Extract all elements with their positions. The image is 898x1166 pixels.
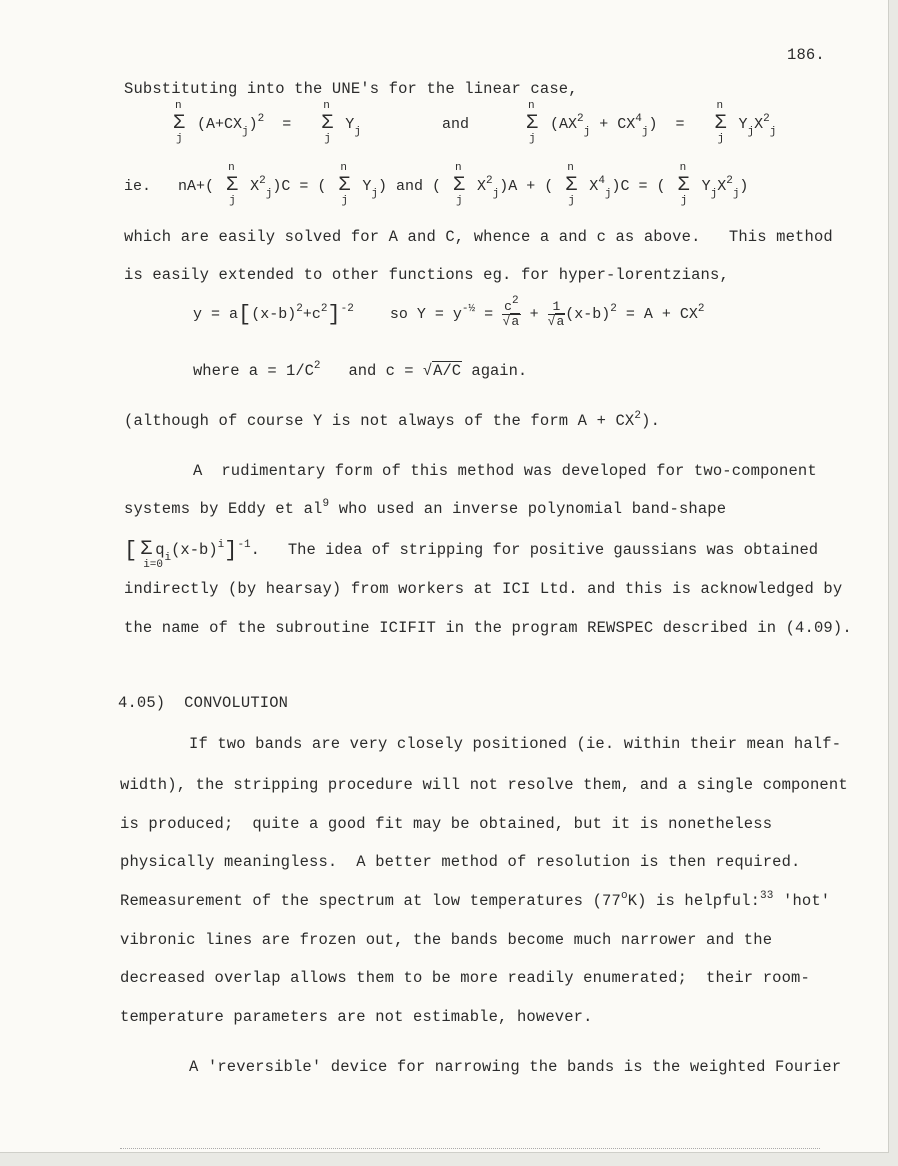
section-heading xyxy=(118,694,288,712)
where-line: where $a = 1/C^2$ and c = √A/C again. xyxy=(193,360,528,380)
equation-ie: ie. nA+( Σ n j $X^2_j)C$ = ( Σ n j $Y_j$) and ( Σ n j $X^2_j)A$ + ( Σ n j $X^4_j)C$ = ( Σ n j $Y_jX^2_j$) xyxy=(124,162,749,207)
text-span: systems by Eddy et al xyxy=(124,500,323,518)
text-line xyxy=(124,500,726,518)
eq2-y: Y xyxy=(362,178,372,195)
equation-normal-linear: Σ n j $(A+CX_j)^2 = \Sigma$ n j $Y_j$ and Σ n j $(AX^2_j + CX^4_j) = \Sigma$ n j $Y_jX^2_j$ xyxy=(172,100,777,145)
eq3-sqrt-a: a xyxy=(511,313,520,329)
eq3-eq: = xyxy=(484,306,494,324)
scan-edge-line xyxy=(120,1148,820,1149)
eq3-xb: (x-b) xyxy=(565,306,611,324)
eq1-lhs: (A+CX xyxy=(197,116,243,133)
degree-superscript: o xyxy=(620,890,628,902)
text-line: vibronic lines are frozen out, the bands become much narrower and the xyxy=(120,931,773,949)
eq3-so: so Y = y xyxy=(389,306,462,324)
text-span: who used an inverse polynomial band-shape xyxy=(329,500,727,518)
text-span: q xyxy=(155,541,165,559)
text-line: is easily extended to other functions eg. for hyper-lorentzians, xyxy=(124,266,729,284)
where-sqrt: A/C xyxy=(433,362,462,380)
where-a: where a = 1/C xyxy=(193,362,314,380)
text-line: the name of the subroutine ICIFIT in the program REWSPEC described in (4.09). xyxy=(124,619,852,637)
eq2-part2b: )A + ( xyxy=(499,178,554,195)
fraction: $\frac{1}{√a}$ xyxy=(547,299,565,329)
sum-symbol: Σ n j xyxy=(677,162,690,207)
eq2-and: and xyxy=(396,178,424,195)
text-span: 'hot' xyxy=(773,892,831,910)
text-line: A 'reversible' device for narrowing the bands is the weighted Fourier xyxy=(189,1058,842,1076)
text-line: temperature parameters are not estimable, however. xyxy=(120,1008,593,1026)
section-title: CONVOLUTION xyxy=(184,694,289,712)
where-and-c: and c = xyxy=(348,362,414,380)
where-again: again. xyxy=(471,362,528,380)
eq1-lhs2b: + CX xyxy=(590,116,636,133)
eq3-plusc: +c xyxy=(302,306,321,324)
eq1-and: and xyxy=(441,116,469,133)
sum-symbol: Σ i=0 xyxy=(140,538,164,571)
text-line: width), the stripping procedure will not resolve them, and a single component xyxy=(120,776,848,794)
eq3-one: 1 xyxy=(548,300,566,315)
sum-symbol: Σ n j xyxy=(172,100,185,145)
text-line: indirectly (by hearsay) from workers at ICI Ltd. and this is acknowledged by xyxy=(124,580,843,598)
sum-symbol: Σ n j xyxy=(565,162,578,207)
eq3-plus: + xyxy=(529,306,539,324)
reference-superscript: 33 xyxy=(760,890,774,902)
text-span: K) is helpful: xyxy=(627,892,761,910)
sum-symbol: Σ n j xyxy=(321,100,334,145)
eq2-x: X xyxy=(250,178,260,195)
text-span: Remeasurement of the spectrum at low temperatures (77 xyxy=(120,892,621,910)
although-text: (although of course Y is not always of the form A + CX xyxy=(124,412,635,430)
sum-symbol: Σ n j xyxy=(226,162,239,207)
text-line: [ Σ i=0 $q_i(x-b)^i]^{-1}$. The idea of stripping for positive gaussians was obtained xyxy=(124,538,819,571)
eq2-label: ie. xyxy=(124,178,152,195)
eq1-rhs: Y xyxy=(345,116,355,133)
text-line: physically meaningless. A better method of resolution is then required. xyxy=(120,853,801,871)
text-line: decreased overlap allows them to be more readily enumerated; their room- xyxy=(120,969,810,987)
sum-symbol: Σ n j xyxy=(338,162,351,207)
text-span: (x-b) xyxy=(171,541,218,559)
sum-symbol: Σ n j xyxy=(453,162,466,207)
eq2-part2c: )C = ( xyxy=(611,178,666,195)
text-line xyxy=(120,892,830,910)
although-line: (although of course Y is not always of the form $A + CX^2$). xyxy=(124,410,661,430)
fraction: $\frac{c^2}{√a}$ xyxy=(502,295,520,329)
eq3-sqrt-a: a xyxy=(556,313,565,329)
page-number: 186. xyxy=(787,46,825,64)
although-end: ). xyxy=(641,412,661,430)
sum-symbol: Σ n j xyxy=(714,100,727,145)
eq2-part1: nA+( xyxy=(178,178,215,195)
eq3-inner: (x-b) xyxy=(251,306,297,324)
intro-line: Substituting into the UNE's for the linear case, xyxy=(124,80,578,98)
text-line: which are easily solved for A and C, whence a and c as above. This method xyxy=(124,228,833,246)
text-span: The idea of stripping for positive gaussians was obtained xyxy=(287,541,819,559)
reference-superscript: 9 xyxy=(322,498,330,510)
text-line: If two bands are very closely positioned (ie. within their mean half- xyxy=(189,735,842,753)
text-line: is produced; quite a good fit may be obtained, but it is nonetheless xyxy=(120,815,773,833)
sum-symbol: Σ n j xyxy=(525,100,538,145)
eq2-part1b: )C = ( xyxy=(272,178,327,195)
eq3-y: y = a xyxy=(193,306,239,324)
eq1-rhs2: Y xyxy=(738,116,748,133)
text-line: A rudimentary form of this method was developed for two-component xyxy=(193,462,817,480)
eq3-tail: = A + CX xyxy=(625,306,698,324)
eq3-c: c xyxy=(504,299,512,314)
equation-hyper-lorentzian: $y = a[(x-b)^2+c^2]^{-2}$ so $Y = y^{-\frac{1}{2}}$ = $\frac{c^2}{√a}$ + $\frac{1}{√a}$ $(x-b)^2 = A + CX^2$ xyxy=(193,295,705,329)
eq1-lhs2a: (AX xyxy=(549,116,577,133)
section-number: 4.05) xyxy=(118,694,166,712)
